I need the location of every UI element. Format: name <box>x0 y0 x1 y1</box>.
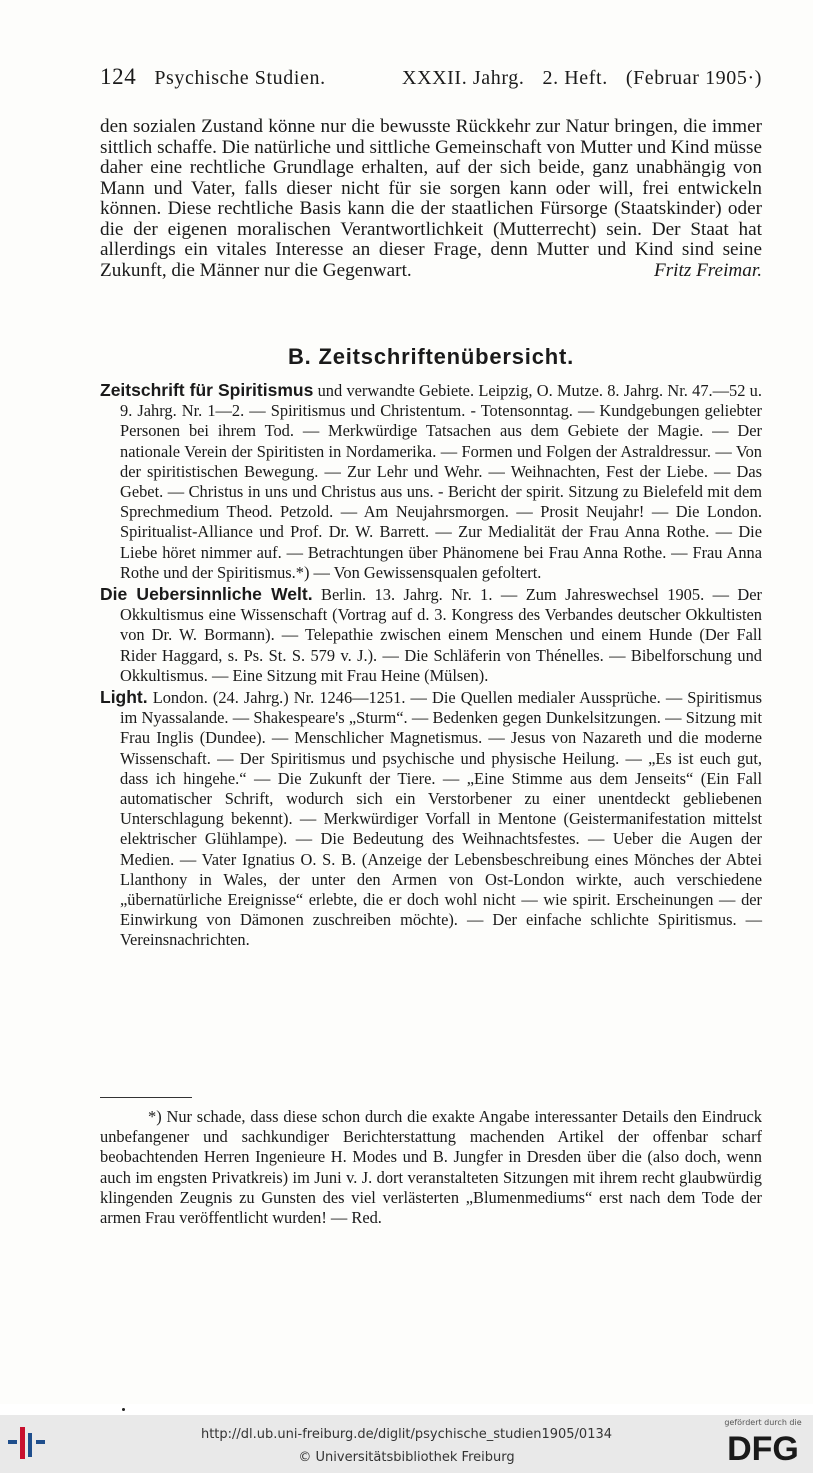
journal-title: Psychische Studien. <box>154 67 326 89</box>
footnote-rule <box>100 1097 192 1098</box>
date-label: (Februar 1905·) <box>625 67 762 89</box>
periodical-contents: und verwandte Gebiete. Leipzig, O. Mutze. 8. Jahrg. Nr. 47.—52 u. 9. Jahrg. Nr. 1—2. — Spiritismus und Christentum. - Totensonntag. — Kundgebungen geliebter Personen bei ihrem Tod. — Merkwürdige Tatsachen aus dem Gebiete der Magie. — Der nationale Verein der Spiritisten in Nordamerika. — Formen und Folgen der Astraldressur. — Von der spiritistischen Bewegung. — Zur Lehr und Wehr. — Weihnachten, Fest der Liebe. — Das Gebet. — Christus in uns und Christus aus uns. - Bericht der spirit. Sitzung zu Bielefeld mit dem Sprechmedium Theod. Petzold. — Am Neujahrsmorgen. — Prosit Neujahr! — Die London. Spiritualist-Alliance und Prof. Dr. W. Barrett. — Zur Medialität der Frau Anna Rothe. — Die Liebe höret nimmer auf. — Betrachtungen über Phänomene bei Frau Anna Rothe. — Frau Anna Rothe und der Spiritismus.*) — Von Gewissensqualen gefoltert. <box>120 381 762 582</box>
dfg-logo-text: DFG <box>727 1430 799 1465</box>
funding-note: gefördert durch die <box>724 1418 802 1427</box>
intro-paragraph <box>100 117 762 281</box>
page-number: 124 <box>100 64 137 89</box>
copyright-notice: © Universitätsbibliothek Freiburg <box>298 1450 515 1465</box>
periodical-contents: Berlin. 13. Jahrg. Nr. 1. — Zum Jahreswechsel 1905. — Der Okkultismus eine Wissenschaft (Vortrag auf d. 3. Kongress des Verbandes deutscher Okkultisten von Dr. W. Bormann). — Telepathie zwischen einem Menschen und einem Hunde (Der Fall Rider Haggard, s. Ps. St. S. 579 v. J.). — Die Schläferin von Thénelles. — Bibelforschung und Okkultismus. — Eine Sitzung mit Frau Heine (Mülsen). <box>120 585 763 685</box>
periodical-entry <box>100 687 762 951</box>
viewer-footer <box>0 1415 813 1473</box>
dfg-logo-icon[interactable] <box>718 1429 808 1465</box>
issue-label: 2. Heft. <box>542 67 608 89</box>
intro-text: den sozialen Zustand könne nur die bewusste Rückkehr zur Natur bringen, die immer sittlich schaffe. Die natürliche und sittliche Gemeinschaft von Mutter und Kind müsse daher eine rechtliche Grundlage erhalten, auf der sich beide, ganz unabhängig von Mann und Vater, falls dieser nicht für sie sorgen kann oder will, frei entwickeln können. Diese rechtliche Basis kann die der staatlichen Fürsorge (Staatskinder) oder die der eigenen moralischen Verantwortlichkeit (Mutterrecht) sein. Der Staat hat allerdings ein vitales Interesse an dieser Frage, denn Mutter und Kind sind seine Zukunft, die Männer nur die Gegenwart. <box>100 116 762 281</box>
volume-label: XXXII. Jahrg. <box>402 67 525 89</box>
section-heading: B. Zeitschriftenübersicht. <box>287 344 575 369</box>
footnote: *) Nur schade, dass diese schon durch die exakte Angabe interessanter Details den Eindruck unbefangener und sachkundiger Berichterstattung machenden Artikel der offenbar scharf beobachtenden Herren Ingenieure H. Modes und B. Jungfer in Dresden über die (also doch, wenn auch im engsten Privatkreis) im Juni v. J. dort veranstalteten Sitzungen mit ihrem recht glaubwürdig klingenden Zeugnis zu Gunsten des viel verlästerten „Blumenmediums“ erst nach dem Tode der armen Frau veröffentlicht wurden! — Red. <box>100 1107 762 1228</box>
periodical-entry <box>100 380 762 583</box>
permalink-url[interactable]: http://dl.ub.uni-freiburg.de/diglit/psychische_studien1905/0134 <box>200 1427 613 1442</box>
periodical-title: Zeitschrift für Spiritismus <box>100 380 314 400</box>
running-head <box>100 64 762 94</box>
periodical-title: Light. <box>100 687 148 708</box>
periodicals-list <box>100 380 762 952</box>
scan-speck <box>122 1408 125 1411</box>
periodical-contents: London. (24. Jahrg.) Nr. 1246—1251. — Die Quellen medialer Aussprüche. — Spiritismus im Nyassalande. — Shakespeare's „Sturm“. — Bedenken gegen Dunkelsitzungen. — Sitzung mit Frau Inglis (Dundee). — Menschlicher Magnetismus. — Jesus von Nazareth und die moderne Wissenschaft. — Der Spiritismus und psychische und physische Heilung. — „Es ist euch gut, dass ich hingehe.“ — Die Zukunft der Tiere. — „Eine Stimme aus dem Jenseits“ (Ein Fall automatischer Schrift, wodurch sich ein Verstorbener zu einer unentdeckt gebliebenen Unterschlagung bekennt). — Merkwürdiger Vorfall in Mentone (Geistermanifestation mittelst elektrischer Glühlampe). — Die Bedeutung des Weihnachtsfestes. — Ueber die Augen der Medien. — Vater Ignatius O. S. B. (Anzeige der Lebensbeschreibung eines Mönches der Abtei Llanthony in Wales, der unter den Armen von Ost-London wirkte, auch verschiedene „übernatürliche Ereignisse“ erlebte, die er doch wohl nicht — wie spirit. Erscheinungen — der Einwirkung von Dämonen zuschreiben möchte). — Der einfache schlichte Spiritismus. — Vereinsnachrichten. <box>120 688 762 950</box>
periodical-title: Die Uebersinnliche Welt. <box>100 584 313 605</box>
author-signature: Fritz Freimar. <box>653 259 762 281</box>
periodical-entry <box>100 584 762 686</box>
